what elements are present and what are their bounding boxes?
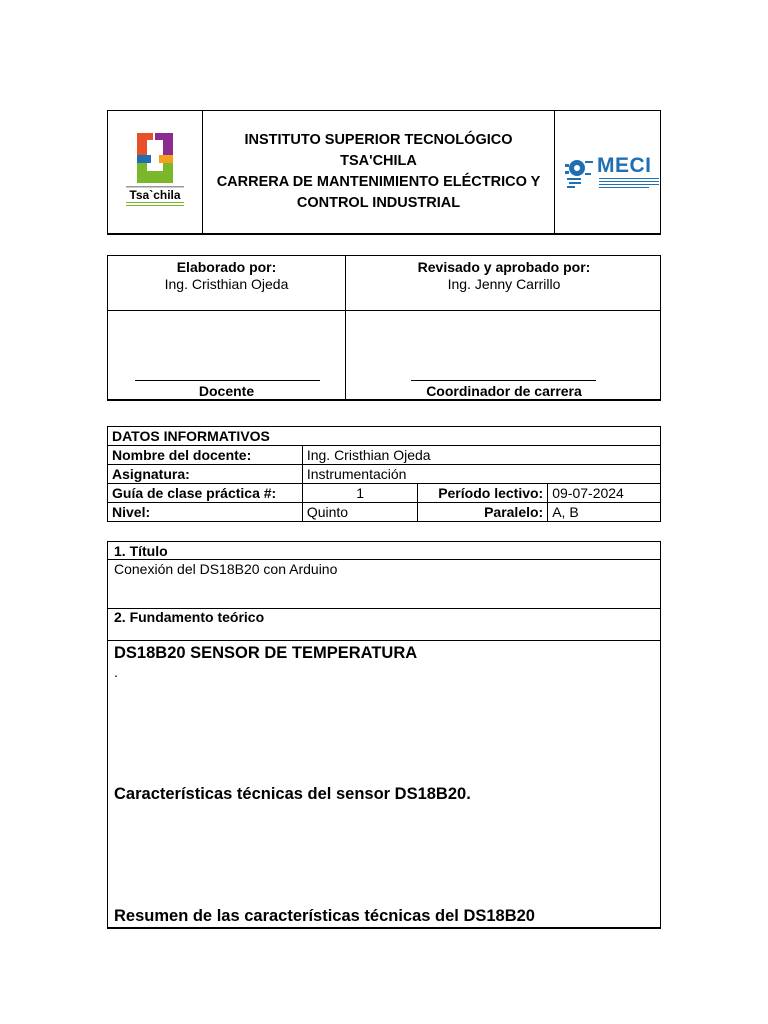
reviewed-by-label: Revisado y aprobado por: (417, 259, 591, 275)
guide-value: 1 (302, 484, 418, 503)
signature-line (411, 380, 596, 381)
divider (108, 559, 660, 560)
table-row (108, 446, 661, 465)
info-heading: DATOS INFORMATIVOS (108, 427, 661, 446)
subject-value: Instrumentación (302, 465, 660, 484)
subject-label: Asignatura: (108, 465, 303, 484)
teacher-label: Nombre del docente: (108, 446, 303, 465)
left-logo-text: Tsa`chila (129, 188, 181, 202)
parallel-label: Paralelo: (418, 503, 548, 522)
institute-logo (108, 111, 203, 233)
document-header (107, 110, 661, 235)
signature-line (135, 380, 320, 381)
theory-heading: DS18B20 SENSOR DE TEMPERATURA (114, 644, 418, 662)
prepared-by-label: Elaborado por: (176, 259, 277, 275)
table-row (108, 484, 661, 503)
parallel-value: A, B (548, 503, 661, 522)
theory-dot: . (114, 664, 118, 680)
signature-table (107, 255, 661, 401)
theory-section-label: 2. Fundamento teórico (114, 609, 265, 625)
row-divider (108, 310, 661, 311)
table-row (108, 465, 661, 484)
divider (108, 640, 660, 641)
level-label: Nivel: (108, 503, 303, 522)
info-table (107, 426, 661, 522)
reviewed-by-role: Coordinador de carrera (426, 383, 582, 399)
level-value: Quinto (302, 503, 418, 522)
institute-line-1: INSTITUTO SUPERIOR TECNOLÓGICO (244, 132, 513, 148)
period-label: Período lectivo: (418, 484, 548, 503)
right-border (660, 256, 661, 399)
prepared-by-column (108, 256, 346, 399)
prepared-by-name: Ing. Cristhian Ojeda (164, 276, 289, 292)
meci-logo (554, 111, 660, 233)
teacher-value: Ing. Cristhian Ojeda (302, 446, 660, 465)
right-logo-text: MECI (597, 154, 652, 177)
summary-heading: Resumen de las características técnicas del DS18B20 (114, 907, 535, 925)
prepared-by-role: Docente (198, 383, 255, 399)
title-section-value: Conexión del DS18B20 con Arduino (114, 561, 338, 577)
career-line-2: CONTROL INDUSTRIAL (296, 195, 461, 211)
title-section-label: 1. Título (114, 543, 168, 559)
institute-line-2: TSA'CHILA (340, 153, 417, 169)
reviewed-by-name: Ing. Jenny Carrillo (447, 276, 561, 292)
career-line-1: CARRERA DE MANTENIMIENTO ELÉCTRICO Y (216, 174, 541, 190)
table-row (108, 503, 661, 522)
specs-heading: Características técnicas del sensor DS18B20. (114, 785, 471, 803)
tsachila-logo-icon (108, 111, 202, 234)
guide-label: Guía de clase práctica #: (108, 484, 303, 503)
reviewed-by-column (346, 256, 662, 399)
content-sections (107, 541, 661, 929)
period-value: 09-07-2024 (548, 484, 661, 503)
institution-title (203, 111, 554, 233)
table-row (108, 427, 661, 446)
